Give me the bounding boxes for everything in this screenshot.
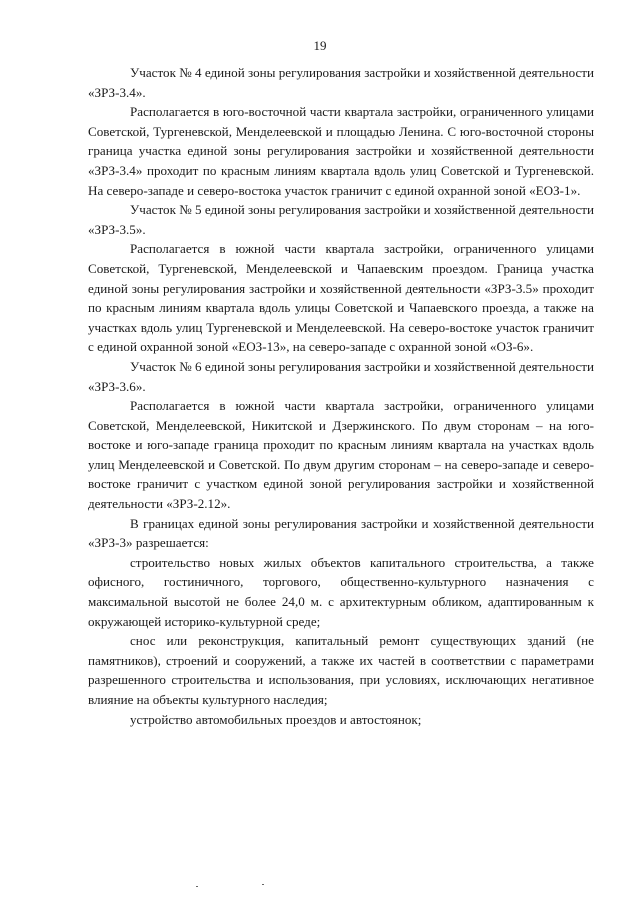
paragraph-section-4-title: Участок № 4 единой зоны регулирования застройки и хозяйственной деятельности «ЗРЗ-3.4». [88, 65, 594, 100]
scan-speck [196, 886, 198, 887]
page-number: 19 [313, 38, 327, 53]
paragraph-permitted-driveways: устройство автомобильных проездов и автостоянок; [130, 711, 422, 727]
paragraph-section-5-title: Участок № 5 единой зоны регулирования застройки и хозяйственной деятельности «ЗРЗ-3.5». [88, 202, 594, 237]
paragraph-permitted-intro: В границах единой зоны регулирования застройки и хозяйственной деятельности «ЗРЗ-3» разрешается: [88, 515, 594, 551]
scan-speck [262, 884, 264, 885]
paragraph-section-4-description: Располагается в юго-восточной части квартала застройки, ограниченного улицами Советской, Тургеневской, Менделеевской и площадью Ленина. С юго-восточной стороны граница участка единой зоны регулирования застройки и хозяйственной деятельности «ЗРЗ-3.4» проходит по красным линиям квартала вдоль улиц Советской и Тургеневской. На северо-западе и северо-востока участок граничит с единой охранной зоной «ЕОЗ-1». [88, 104, 594, 198]
paragraph-section-6-title: Участок № 6 единой зоны регулирования застройки и хозяйственной деятельности «ЗРЗ-3.6». [88, 358, 594, 394]
paragraph-section-5-description: Располагается в южной части квартала застройки, ограниченного улицами Советской, Тургеневской, Менделеевской и Чапаевским проездом. Граница участка единой зоны регулирования застройки и хозяйственной деятельности «ЗРЗ-3.5» проходит по красным линиям квартала вдоль улицы Советской и Чапаевского проезда, а также на участках вдоль улиц Тургеневской и Менделеевской. На северо-востоке участок граничит с единой охранной зоной «ЕОЗ-13», на северо-западе с охранной зоной «ОЗ-6». [88, 241, 594, 355]
paragraph-permitted-construction: строительство новых жилых объектов капитального строительства, а также офисного, гостиничного, торгового, общественно-культурного назначения с максимальной высотой не более 24,0 м. с архитектурным обликом, адаптированным к окружающей историко-культурной среде; [88, 554, 594, 629]
paragraph-permitted-demolition: снос или реконструкция, капитальный ремонт существующих зданий (не памятников), строений и сооружений, а также их частей в соответствии с параметрами разрешенного строительства и использования, при условиях, исключающих негативное влияние на объекты культурного наследия; [88, 633, 594, 707]
document-body [88, 63, 594, 729]
paragraph-section-6-description: Располагается в южной части квартала застройки, ограниченного улицами Советской, Менделеевской, Никитской и Дзержинского. По двум сторонам – на юго-востоке и юго-западе граница проходит по красным линиям квартала на участках вдоль улиц Менделеевской и Советской. По двум другим сторонам – на северо-западе и северо-востоке граничит с участком единой зоной регулирования застройки и хозяйственной деятельности «ЗРЗ-2.12». [88, 398, 594, 512]
